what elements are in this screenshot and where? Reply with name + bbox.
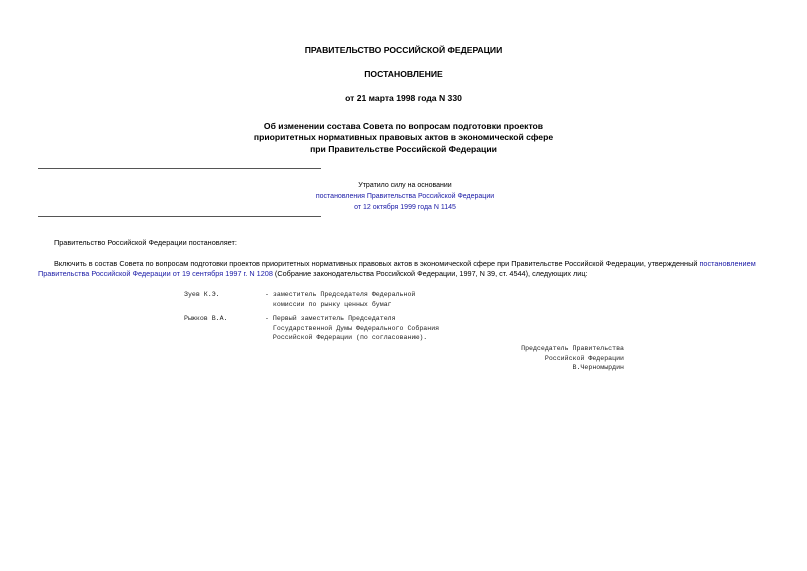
signature-country: Российской Федерации — [544, 354, 624, 362]
status-note-text: Утратило силу на основании — [358, 182, 452, 189]
document-title-line-1: Об изменении состава Совета по вопросам подготовки проектов — [263, 121, 544, 131]
decree-link-part-1[interactable]: постановлением — [699, 259, 756, 268]
signatory-name: В.Черномырдин — [572, 364, 624, 371]
document-type: ПОСТАНОВЛЕНИЕ — [364, 69, 443, 79]
main-paragraph-line-1 — [54, 259, 769, 270]
preamble: Правительство Российской Федерации постановляет: — [54, 238, 237, 247]
document-title-line-3: при Правительстве Российской Федерации — [310, 144, 497, 154]
repeal-link-line-2[interactable]: от 12 октября 1999 года N 1145 — [354, 204, 456, 211]
status-note — [300, 180, 510, 213]
top-divider — [38, 168, 321, 169]
paragraph-text-start: Включить в состав Совета по вопросам подготовки проектов приоритетных нормативных правовых актов в экономической сфере при Правительстве Российской Федерации, утвержденный — [54, 259, 700, 268]
main-paragraph-line-2 — [38, 269, 769, 280]
bottom-divider — [38, 216, 321, 217]
signature-position: Председатель Правительства — [521, 345, 624, 352]
member-role-line: - заместитель Председателя Федеральной — [265, 291, 416, 298]
member-role-line: - Первый заместитель Председателя — [265, 315, 396, 322]
paragraph-text-end: (Собрание законодательства Российской Федерации, 1997, N 39, ст. 4544), следующих лиц: — [272, 269, 588, 278]
member-name: Зуев К.Э. — [184, 291, 220, 298]
member-role-line: Российской Федерации (по согласованию). — [265, 334, 428, 341]
member-role-line: комиссии по рынку ценных бумаг — [265, 300, 392, 308]
signature-block — [470, 344, 624, 373]
repeal-link-line-1[interactable]: постановления Правительства Российской Федерации — [315, 193, 495, 200]
org-name: ПРАВИТЕЛЬСТВО РОССИЙСКОЙ ФЕДЕРАЦИИ — [304, 45, 503, 55]
document-date-number: от 21 марта 1998 года N 330 — [345, 93, 462, 103]
member-role-line: Государственной Думы Федерального Собрания — [265, 324, 440, 332]
decree-link-part-2[interactable]: Правительства Российской Федерации от 19 сентября 1997 г. N 1208 — [38, 269, 273, 278]
member-name: Рыжков В.А. — [184, 315, 228, 322]
document-title-line-2: приоритетных нормативных правовых актов в экономической сфере — [253, 132, 554, 142]
